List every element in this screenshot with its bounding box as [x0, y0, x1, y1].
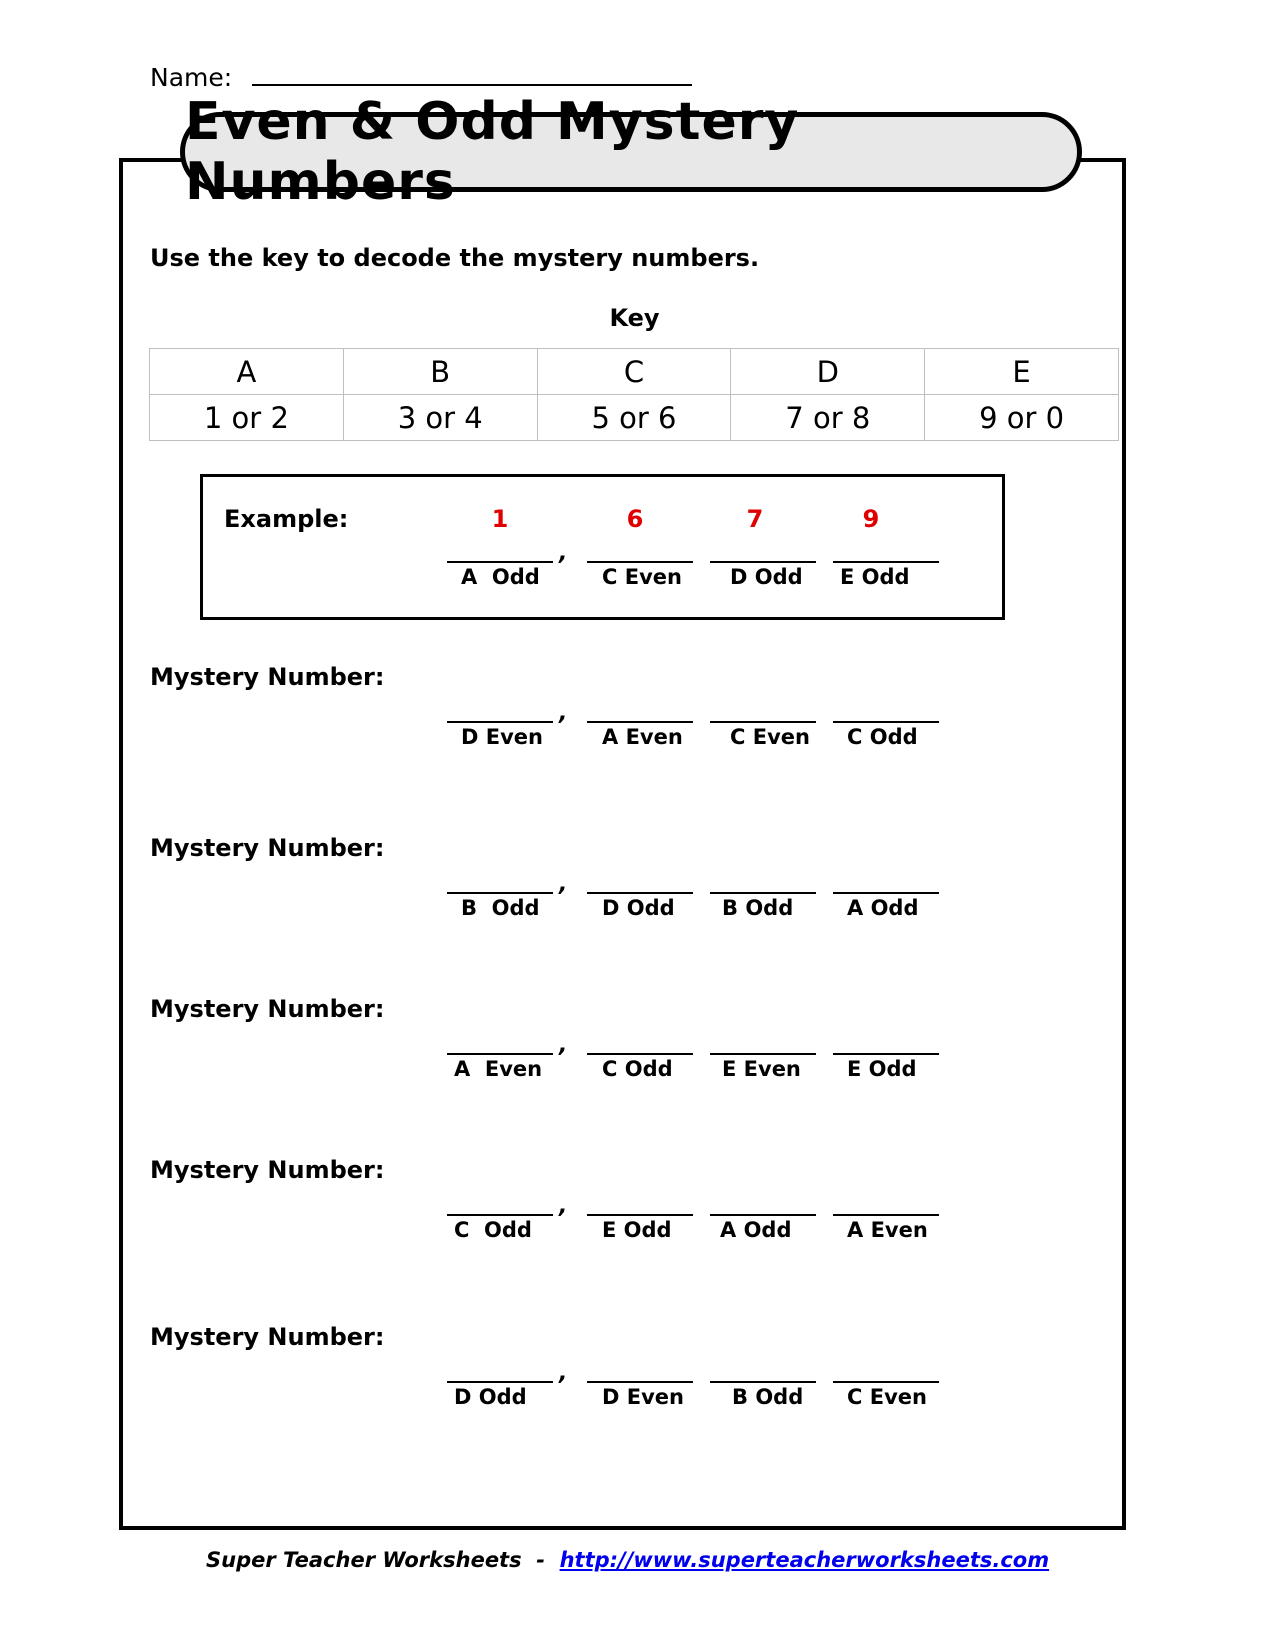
answer-blank[interactable]: [833, 1381, 939, 1383]
answer-blank[interactable]: [833, 892, 939, 894]
mystery-number-label: Mystery Number:: [150, 1323, 385, 1351]
example-box: [200, 474, 1005, 620]
digit-separator: ,: [559, 701, 568, 726]
key-table: [149, 348, 1119, 441]
key-value: 1 or 2: [150, 395, 344, 441]
example-blank: [710, 561, 816, 563]
footer-link[interactable]: http://www.superteacherworksheets.com: [559, 1548, 1050, 1572]
name-blank[interactable]: [252, 60, 692, 86]
answer-blank[interactable]: [710, 1053, 816, 1055]
clue-label: E Even: [722, 1057, 801, 1081]
name-label: Name:: [150, 63, 233, 92]
example-answer: 7: [746, 505, 764, 533]
example-answer: 1: [491, 505, 509, 533]
answer-blank[interactable]: [587, 892, 693, 894]
clue-label: D Even: [602, 1385, 684, 1409]
answer-blank[interactable]: [710, 892, 816, 894]
page-title: Even & Odd Mystery Numbers: [180, 112, 1082, 192]
clue-label: C Odd: [847, 725, 918, 749]
answer-blank[interactable]: [587, 1053, 693, 1055]
answer-blank[interactable]: [833, 721, 939, 723]
digit-separator: ,: [559, 541, 568, 566]
clue-label: A Odd: [461, 565, 540, 589]
key-letter: E: [925, 349, 1119, 395]
key-values-row: [150, 395, 1119, 441]
clue-label: A Even: [454, 1057, 543, 1081]
answer-blank[interactable]: [587, 721, 693, 723]
footer-separator: -: [536, 1548, 545, 1572]
clue-label: D Odd: [602, 896, 675, 920]
digit-separator: ,: [559, 1033, 568, 1058]
answer-blank[interactable]: [447, 1381, 553, 1383]
clue-label: E Odd: [602, 1218, 672, 1242]
clue-label: B Odd: [722, 896, 794, 920]
key-value: 9 or 0: [925, 395, 1119, 441]
example-blank: [587, 561, 693, 563]
example-blank: [447, 561, 553, 563]
footer: [206, 1548, 1049, 1572]
key-value: 3 or 4: [343, 395, 537, 441]
example-answer: 9: [862, 505, 880, 533]
digit-separator: ,: [559, 872, 568, 897]
instructions: Use the key to decode the mystery numbers.: [150, 244, 760, 272]
key-letter: B: [343, 349, 537, 395]
clue-label: D Odd: [730, 565, 803, 589]
clue-label: C Odd: [602, 1057, 673, 1081]
mystery-number-label: Mystery Number:: [150, 1156, 385, 1184]
clue-label: C Even: [602, 565, 682, 589]
clue-label: A Odd: [847, 896, 919, 920]
answer-blank[interactable]: [447, 892, 553, 894]
key-value: 7 or 8: [731, 395, 925, 441]
key-title: Key: [609, 304, 660, 332]
mystery-number-label: Mystery Number:: [150, 663, 385, 691]
key-letter: D: [731, 349, 925, 395]
answer-blank[interactable]: [447, 1214, 553, 1216]
example-label: Example:: [224, 505, 349, 533]
clue-label: D Odd: [454, 1385, 527, 1409]
example-answer: 6: [626, 505, 644, 533]
example-blank: [833, 561, 939, 563]
footer-brand: Super Teacher Worksheets: [206, 1548, 522, 1572]
mystery-number-label: Mystery Number:: [150, 834, 385, 862]
clue-label: C Odd: [454, 1218, 532, 1242]
clue-label: C Even: [730, 725, 810, 749]
clue-label: A Even: [602, 725, 683, 749]
key-letter: A: [150, 349, 344, 395]
answer-blank[interactable]: [710, 721, 816, 723]
answer-blank[interactable]: [447, 1053, 553, 1055]
clue-label: B Odd: [461, 896, 540, 920]
digit-separator: ,: [559, 1194, 568, 1219]
answer-blank[interactable]: [587, 1381, 693, 1383]
answer-blank[interactable]: [710, 1381, 816, 1383]
answer-blank[interactable]: [587, 1214, 693, 1216]
digit-separator: ,: [559, 1361, 568, 1386]
key-letter: C: [537, 349, 731, 395]
key-letters-row: [150, 349, 1119, 395]
answer-blank[interactable]: [833, 1053, 939, 1055]
answer-blank[interactable]: [833, 1214, 939, 1216]
clue-label: E Odd: [847, 1057, 917, 1081]
clue-label: D Even: [461, 725, 543, 749]
clue-label: C Even: [847, 1385, 927, 1409]
answer-blank[interactable]: [447, 721, 553, 723]
clue-label: E Odd: [840, 565, 910, 589]
clue-label: A Odd: [720, 1218, 792, 1242]
key-value: 5 or 6: [537, 395, 731, 441]
mystery-number-label: Mystery Number:: [150, 995, 385, 1023]
name-field: [150, 60, 692, 92]
answer-blank[interactable]: [710, 1214, 816, 1216]
clue-label: B Odd: [732, 1385, 804, 1409]
clue-label: A Even: [847, 1218, 928, 1242]
